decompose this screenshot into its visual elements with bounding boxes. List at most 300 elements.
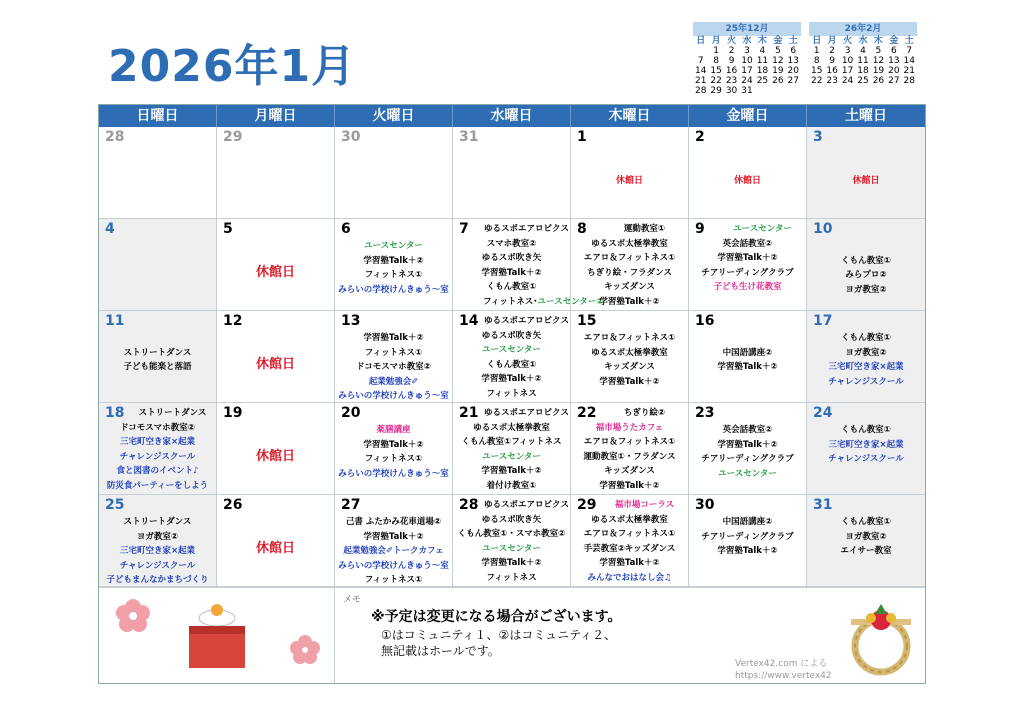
day-number: 25 [105, 497, 125, 513]
event-list [807, 423, 925, 467]
day-number: 18 [105, 405, 125, 421]
event-list [571, 498, 688, 585]
event-item: エアロ＆フィットネス① [583, 437, 676, 447]
event-item: フィットネス･ユースセンター② [483, 296, 604, 307]
event-item: 三宅町空き家×起業 [828, 439, 904, 450]
event-list [571, 222, 688, 309]
mini-day: 9 [829, 56, 835, 66]
event-item: みらいの学校けんきゅう～室 [338, 284, 449, 295]
closed-label: 休館日 [255, 357, 295, 372]
day-number: 30 [341, 129, 361, 145]
event-item: ゆるスポ太極拳教室 [473, 422, 550, 433]
event-item: 中国語講座② [722, 347, 773, 358]
day-cell[interactable] [335, 403, 453, 495]
day-number: 14 [459, 313, 479, 329]
event-item: ゆるスポエアロビクス [484, 500, 569, 510]
event-item: 英会話教室② [722, 238, 773, 249]
day-cell[interactable] [453, 403, 571, 495]
mini-day: 3 [844, 46, 851, 56]
day-number: 5 [223, 221, 233, 237]
day-cell[interactable] [335, 127, 453, 219]
day-number: 4 [105, 221, 115, 237]
day-number: 29 [577, 497, 597, 513]
day-number: 28 [459, 497, 479, 513]
event-item: 三宅町空き家×起業 [119, 437, 196, 447]
day-cell[interactable] [217, 495, 335, 587]
day-number: 20 [341, 405, 361, 421]
event-list [99, 331, 216, 375]
event-item: 薬膳講座 [376, 425, 411, 435]
mini-weekday-label: 日 [812, 36, 822, 46]
event-item: くもん教室① [841, 425, 891, 435]
day-cell[interactable] [99, 127, 217, 219]
day-cell[interactable] [571, 219, 689, 311]
mini-weekday-label: 月 [827, 36, 837, 46]
decoration-area [99, 588, 335, 684]
memo-area [99, 587, 925, 683]
mini-day [693, 46, 708, 56]
mini-day: 26 [772, 76, 784, 86]
event-item: エアロ＆フィットネス① [583, 253, 676, 263]
event-item: ストリートダンス [123, 517, 192, 527]
mini-day: 26 [872, 76, 885, 86]
event-item: フィットネス① [364, 575, 423, 585]
event-item: ユースセンター [718, 468, 777, 479]
day-cell[interactable] [99, 495, 217, 587]
mini-day: 18 [756, 66, 769, 76]
day-number: 29 [223, 129, 243, 145]
event-item: キッズダンス [604, 282, 655, 292]
day-number: 6 [341, 221, 351, 237]
mini-calendar-header: 25年12月 [693, 22, 801, 36]
event-item: 学習塾Talk＋② [363, 255, 424, 266]
mini-day: 17 [741, 66, 753, 76]
event-item: 着付け教室① [486, 480, 537, 491]
mini-day: 7 [906, 46, 913, 56]
day-number: 31 [459, 129, 479, 145]
mini-day: 10 [741, 56, 753, 66]
mini-weekday-label: 木 [873, 36, 883, 46]
mini-day: 23 [826, 76, 838, 86]
day-cell[interactable] [217, 403, 335, 495]
day-number: 30 [695, 497, 715, 513]
mini-day: 14 [903, 56, 915, 66]
memo-note: ※予定は変更になる場合がございます。 [371, 609, 622, 625]
mini-day: 4 [759, 46, 766, 56]
event-item: ゆるスポ吹き矢 [481, 514, 542, 525]
mini-weekday-label: 火 [843, 36, 853, 46]
event-item: チャレンジスクール [828, 376, 904, 387]
mini-day: 8 [813, 56, 820, 66]
event-item: ユースセンター [733, 224, 792, 234]
event-list [571, 331, 688, 389]
mini-day: 4 [860, 46, 866, 56]
day-cell[interactable] [807, 311, 925, 403]
mini-day [770, 86, 785, 96]
event-item: チアリーディングクラブ [701, 267, 794, 278]
mini-day: 5 [774, 46, 781, 56]
event-item: 福市場コーラス [614, 500, 675, 510]
event-item: 学習塾Talk＋② [363, 333, 424, 343]
event-item: フィットネス [486, 388, 537, 399]
day-cell[interactable] [689, 495, 807, 587]
event-item: くもん教室①フィットネス [461, 437, 562, 447]
event-list [335, 331, 452, 404]
event-item: ゆるスポエアロビクス [484, 224, 569, 234]
event-list [453, 406, 570, 493]
day-cell[interactable] [217, 219, 335, 311]
mini-day: 18 [857, 66, 869, 76]
event-item: 子ども能楽と落語 [123, 362, 192, 372]
event-item: フィットネス① [364, 454, 423, 464]
day-number: 19 [223, 405, 243, 421]
day-number: 26 [223, 497, 243, 513]
day-cell[interactable] [571, 127, 689, 219]
event-item: 学習塾Talk＋② [363, 439, 424, 450]
mini-day: 15 [710, 66, 722, 76]
event-item: チャレンジスクール [828, 454, 904, 464]
mini-day: 21 [694, 76, 707, 86]
mini-day: 25 [756, 76, 769, 86]
event-item: 学習塾Talk＋② [481, 466, 542, 476]
event-item: ユースセンター [482, 543, 541, 554]
mini-day: 2 [728, 46, 735, 56]
event-item: 学習塾Talk＋② [717, 362, 778, 372]
mini-day: 29 [710, 86, 722, 96]
mini-day [755, 86, 770, 96]
day-number: 23 [695, 405, 715, 421]
event-item: ゆるスポ吹き矢 [481, 253, 542, 263]
mini-weekday-label: 水 [742, 36, 752, 46]
memo-note: ①はコミュニティ１、②はコミュニティ２、 [381, 628, 617, 642]
event-item: ユースセンター [482, 345, 541, 355]
event-item: ちぎり絵② [623, 408, 666, 418]
mini-day: 16 [725, 66, 738, 76]
event-item: ドコモスマホ教室② [356, 362, 431, 372]
event-item: 三宅町空き家×起業 [119, 546, 196, 556]
mini-weekday-label: 日 [696, 36, 706, 46]
event-item: エイサー教室 [840, 546, 892, 556]
day-number: 24 [813, 405, 833, 421]
mini-day: 2 [829, 46, 835, 56]
event-item: 英会話教室② [722, 425, 773, 435]
mini-day: 31 [741, 86, 753, 96]
mini-day: 1 [713, 46, 719, 56]
day-cell[interactable] [453, 311, 571, 403]
event-item: みらプロ② [845, 270, 887, 280]
day-cell[interactable] [335, 311, 453, 403]
day-cell[interactable] [807, 219, 925, 311]
day-cell[interactable] [453, 495, 571, 587]
mini-day: 16 [826, 66, 838, 76]
mini-weekday-label: 金 [773, 36, 783, 46]
mini-weekday-label: 土 [904, 36, 914, 46]
mini-day: 5 [875, 46, 882, 56]
closed-label: 休館日 [615, 176, 643, 186]
event-item: ヨガ教室② [845, 531, 887, 542]
mini-weekday-label: 月 [711, 36, 721, 46]
event-item: みらいの学校けんきゅう～室 [338, 391, 449, 401]
event-list [335, 239, 452, 297]
mini-day: 22 [810, 76, 823, 86]
month-calendar [98, 104, 926, 684]
event-list [807, 331, 925, 389]
closed-label: 休館日 [255, 541, 295, 556]
day-cell[interactable] [99, 311, 217, 403]
mini-day: 8 [713, 56, 719, 66]
event-item: 学習塾Talk＋② [363, 531, 424, 542]
weekday-label: 月曜日 [217, 105, 335, 127]
event-item: キッズダンス [604, 466, 655, 476]
event-item: 己書 ふたかみ花車道場② [345, 517, 442, 527]
event-item: 起業勉強会✐ [368, 376, 419, 387]
event-item: ゆるスポエアロビクス [484, 316, 569, 326]
event-item: ちぎり絵・フラダンス [587, 267, 672, 278]
event-item: みらいの学校けんきゅう～室 [338, 560, 449, 571]
event-list [99, 406, 216, 493]
event-item: くもん教室① [486, 282, 537, 292]
event-item: 三宅町空き家×起業 [828, 362, 904, 372]
event-item: 中国語講座② [722, 517, 773, 527]
event-item: 食と図書のイベント♪ [116, 466, 199, 476]
event-item: 防災食パーティーをしよう [106, 480, 209, 491]
mini-day: 6 [890, 46, 897, 56]
mini-day: 14 [694, 66, 707, 76]
day-number: 13 [341, 313, 361, 329]
event-list [453, 498, 570, 585]
event-item: ユースセンター [364, 241, 423, 251]
page-title: 2026年1月 [108, 41, 357, 92]
day-cell[interactable] [453, 127, 571, 219]
event-list [689, 222, 806, 295]
event-item: 学習塾Talk＋② [717, 439, 778, 450]
event-item [689, 331, 806, 346]
event-item: みらいの学校けんきゅう～室 [338, 468, 449, 479]
event-item: ヨガ教室② [845, 347, 887, 358]
new-year-decoration-icon [99, 588, 335, 684]
event-item: 運動教室① [623, 224, 666, 234]
event-item: ヨガ教室② [845, 284, 887, 295]
event-item: くもん教室① [486, 359, 537, 370]
day-number: 10 [813, 221, 833, 237]
mini-day: 6 [790, 46, 797, 56]
event-item: ゆるスポ太極拳教室 [591, 347, 668, 358]
mini-weekday-label: 土 [788, 36, 798, 46]
day-cell[interactable] [99, 219, 217, 311]
weekday-label: 土曜日 [845, 108, 887, 124]
day-cell[interactable] [335, 219, 453, 311]
event-item: ゆるスポ太極拳教室 [591, 514, 668, 525]
event-item: ゆるスポ吹き矢 [481, 330, 542, 341]
event-item: 学習塾Talk＋② [481, 374, 542, 384]
closed-label: 休館日 [255, 449, 295, 464]
memo-note: 無記載はホールです。 [381, 644, 500, 658]
day-number: 11 [105, 313, 125, 329]
event-list [689, 515, 806, 559]
day-number: 31 [813, 497, 833, 513]
day-cell[interactable] [571, 311, 689, 403]
event-list [453, 314, 570, 401]
day-cell[interactable] [689, 403, 807, 495]
closed-label: 休館日 [733, 176, 761, 186]
memo-label: メモ [343, 595, 362, 605]
mini-day: 20 [888, 66, 900, 76]
mini-calendar-next [809, 22, 917, 86]
day-cell[interactable] [571, 403, 689, 495]
mini-day: 9 [728, 56, 735, 66]
shimenawa-icon [841, 594, 921, 680]
event-item: 学習塾Talk＋② [599, 480, 660, 491]
mini-day: 7 [697, 56, 704, 66]
mini-calendar-grid [809, 36, 917, 86]
day-cell[interactable] [99, 403, 217, 495]
mini-day: 13 [787, 56, 799, 66]
mini-day: 11 [857, 56, 869, 66]
event-item: チアリーディングクラブ [701, 454, 794, 464]
mini-day: 12 [872, 56, 885, 66]
mini-day: 21 [903, 66, 915, 76]
event-item: 子ども生け花教室 [713, 282, 782, 292]
event-item: ゆるスポエアロビクス [484, 408, 569, 418]
mini-day: 17 [841, 66, 854, 76]
event-item: 福市場うたカフェ [595, 422, 664, 433]
closed-label: 休館日 [255, 265, 295, 280]
mini-calendar-header: 26年2月 [809, 22, 917, 36]
event-item: チアリーディングクラブ [701, 531, 794, 542]
day-number: 8 [577, 221, 587, 237]
mini-day: 13 [888, 56, 900, 66]
event-item: 学習塾Talk＋② [717, 546, 778, 556]
mini-weekday-label: 火 [727, 36, 737, 46]
day-grid [99, 127, 925, 587]
day-number: 27 [341, 497, 361, 513]
event-item: 学習塾Talk＋② [599, 296, 660, 307]
mini-day: 12 [772, 56, 784, 66]
day-cell[interactable] [571, 495, 689, 587]
event-item: くもん教室① [841, 333, 891, 343]
mini-day: 22 [710, 76, 722, 86]
event-item: チャレンジスクール [119, 451, 196, 462]
mini-day: 28 [694, 86, 707, 96]
day-cell[interactable] [807, 127, 925, 219]
event-item: 学習塾Talk＋② [481, 558, 542, 568]
event-list [335, 515, 452, 588]
event-item: 手芸教室②キッズダンス [583, 543, 676, 554]
event-item: くもん教室①・スマホ教室② [457, 529, 566, 539]
day-number: 1 [577, 129, 587, 145]
mini-day: 15 [810, 66, 823, 76]
event-item: 子どもまんなかまちづくり [106, 575, 209, 585]
mini-day: 19 [872, 66, 885, 76]
day-cell[interactable] [807, 403, 925, 495]
credit-line[interactable]: Vertex42.com による [735, 659, 828, 669]
mini-day: 10 [841, 56, 854, 66]
mini-weekday-label: 木 [757, 36, 767, 46]
event-item: スマホ教室② [486, 238, 537, 249]
day-number: 12 [223, 313, 243, 329]
day-cell[interactable] [217, 311, 335, 403]
event-list [689, 331, 806, 375]
mini-day: 11 [756, 56, 769, 66]
event-item: キッズダンス [604, 362, 655, 372]
event-item: フィットネス① [364, 270, 423, 280]
mini-weekday-label: 水 [858, 36, 868, 46]
mini-calendar-prev [693, 22, 801, 96]
day-cell[interactable] [689, 127, 807, 219]
day-cell[interactable] [807, 495, 925, 587]
mini-day: 19 [772, 66, 784, 76]
day-cell[interactable] [217, 127, 335, 219]
event-item: 学習塾Talk＋② [599, 376, 660, 387]
day-number: 22 [577, 405, 597, 421]
day-number: 17 [813, 313, 833, 329]
event-item: 運動教室①・フラダンス [583, 451, 676, 462]
mini-day: 25 [857, 76, 869, 86]
mini-day [786, 86, 801, 96]
mini-day: 20 [787, 66, 799, 76]
event-item: ゆるスポ太極拳教室 [591, 238, 668, 249]
event-list [807, 239, 925, 297]
event-list [689, 423, 806, 481]
day-number: 3 [813, 129, 823, 145]
day-cell[interactable] [689, 219, 807, 311]
weekday-label: 木曜日 [571, 105, 689, 127]
mini-day: 27 [888, 76, 900, 86]
event-item: ユースセンター [482, 451, 541, 462]
weekday-label: 日曜日 [99, 105, 217, 127]
day-number: 15 [577, 313, 597, 329]
mini-day: 3 [744, 46, 750, 56]
mini-day: 28 [903, 76, 915, 86]
event-item: みんなでおはなし会♫ [587, 572, 672, 583]
event-item: ドコモスマホ教室② [120, 422, 195, 433]
day-cell[interactable] [689, 311, 807, 403]
event-item: くもん教室① [841, 255, 891, 266]
event-item: エアロ＆フィットネス① [583, 333, 676, 343]
day-cell[interactable] [335, 495, 453, 587]
day-number: 16 [695, 313, 715, 329]
weekday-label: 火曜日 [335, 105, 453, 127]
event-item [99, 331, 216, 346]
credit-text[interactable] [735, 658, 832, 682]
day-cell[interactable] [453, 219, 604, 311]
event-item: ヨガ教室② [136, 531, 179, 542]
day-number: 7 [459, 221, 469, 237]
mini-day: 23 [725, 76, 738, 86]
event-item [807, 239, 925, 254]
event-item: 学習塾Talk＋② [599, 558, 660, 568]
weekday-label: 水曜日 [453, 105, 571, 127]
mini-day: 24 [741, 76, 753, 86]
mini-day: 1 [813, 46, 820, 56]
event-item: ストリートダンス [123, 347, 192, 358]
mini-calendar-grid [693, 36, 801, 96]
event-list [453, 222, 604, 309]
event-list [807, 515, 925, 559]
mini-weekday-label: 金 [889, 36, 899, 46]
credit-link[interactable]: https://www.vertex42 [735, 671, 832, 681]
mini-day: 30 [725, 86, 738, 96]
day-number: 2 [695, 129, 705, 145]
event-item: フィットネス① [364, 347, 423, 358]
event-item: 学習塾Talk＋② [717, 253, 778, 263]
event-item: 起業勉強会✐トークカフェ [343, 546, 444, 556]
day-number: 28 [105, 129, 125, 145]
event-item: エアロ＆フィットネス① [583, 529, 676, 539]
day-number: 9 [695, 221, 705, 237]
mini-day: 24 [841, 76, 854, 86]
event-list [99, 515, 216, 588]
